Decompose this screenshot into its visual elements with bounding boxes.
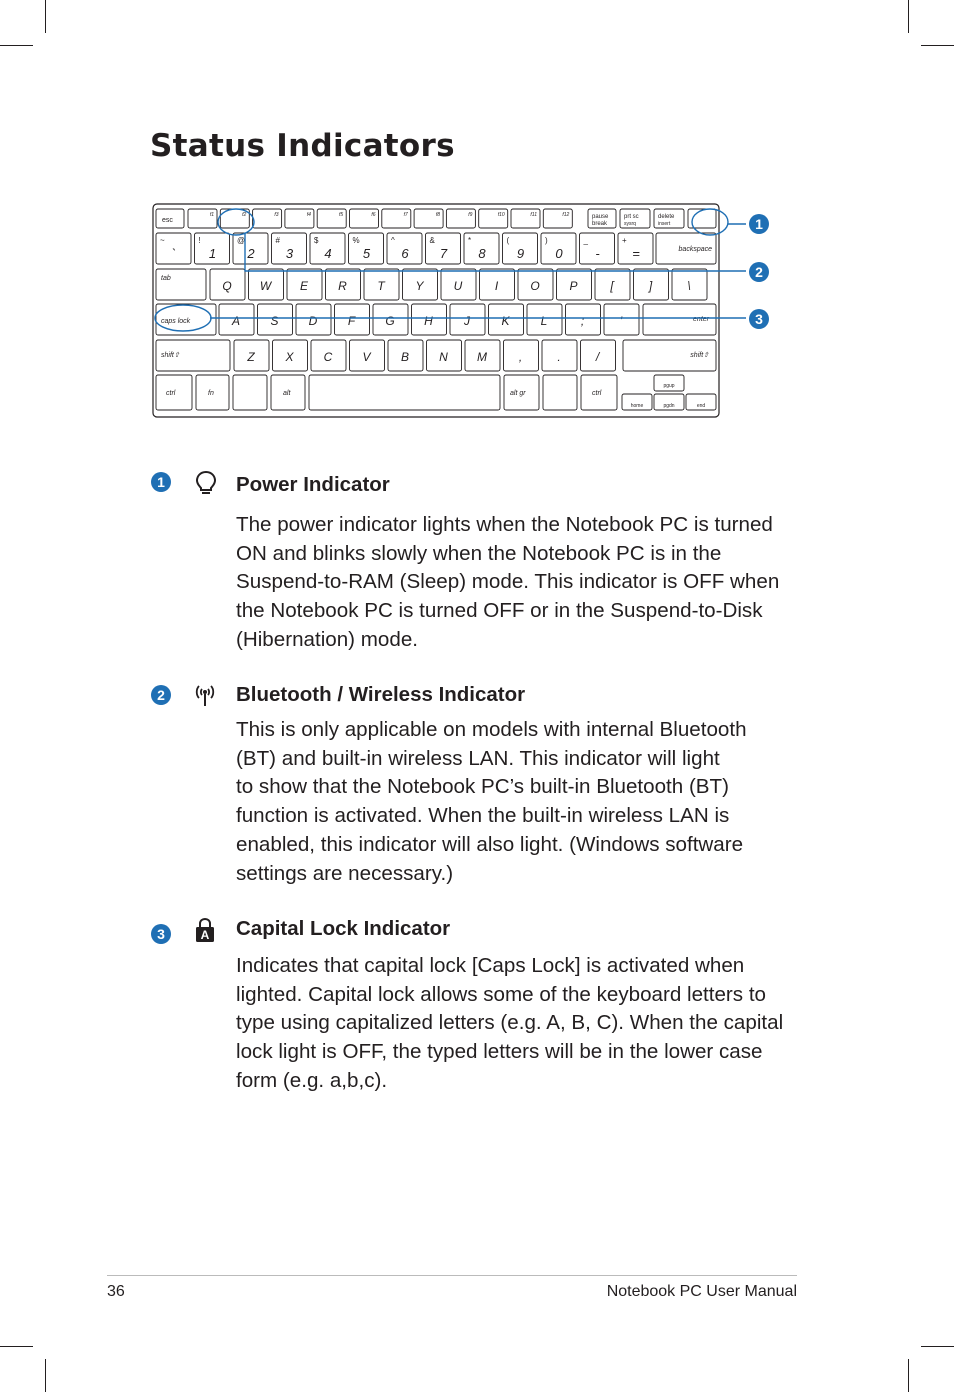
page-number: 36 xyxy=(107,1283,125,1300)
key-letter-label: U xyxy=(453,279,463,293)
body-line: (Hibernation) mode. xyxy=(236,627,418,651)
key-letter-label: . xyxy=(557,350,561,364)
callout-2: 2 xyxy=(749,262,769,282)
key-letter-label: / xyxy=(595,350,600,364)
key-pause-label: pause xyxy=(592,214,609,220)
key-tab-label: tab xyxy=(161,275,171,282)
body-line: function is activated. When the built-in wireless LAN is xyxy=(236,804,730,828)
key-shift-symbol: ^ xyxy=(391,236,395,245)
key-prtsc-label: prt sc xyxy=(624,214,639,220)
key-letter-label: \ xyxy=(687,279,691,293)
key-function-label: f10 xyxy=(497,212,505,218)
key-letter-label: X xyxy=(285,350,294,364)
body-line: to show that the Notebook PC’s built-in Bluetooth (BT) xyxy=(236,775,729,799)
body-line: This is only applicable on models with internal Bluetooth xyxy=(236,718,747,741)
key-letter-label: N xyxy=(439,350,448,364)
body-line: (BT) and built-in wireless LAN. This indicator will light xyxy=(236,746,720,770)
item-3-body xyxy=(236,952,806,1096)
key-letter-label: ' xyxy=(619,314,623,328)
key-letter-label: Q xyxy=(222,279,232,293)
key-fn-label: fn xyxy=(208,390,214,397)
key-shift-label: shift⇧ xyxy=(161,352,180,359)
key-function-label: f7 xyxy=(403,212,408,218)
body-line: form (e.g. a,b,c). xyxy=(236,1068,388,1092)
key-letter-label: H xyxy=(424,314,433,328)
key-pgdn-label: pgdn xyxy=(663,403,675,409)
key-number-label: 3 xyxy=(285,246,294,261)
key-break-label: break xyxy=(592,221,608,227)
key-delete-label: delete xyxy=(658,214,675,220)
crop-mark xyxy=(0,45,33,46)
manual-name: Notebook PC User Manual xyxy=(606,1283,797,1300)
key-shift-symbol: + xyxy=(622,236,627,245)
item-1-heading: Power Indicator xyxy=(236,473,390,496)
key-letter-label: C xyxy=(323,350,333,364)
key-function-label: f8 xyxy=(435,212,441,218)
key-letter-label: S xyxy=(270,314,279,328)
key-shift-symbol: _ xyxy=(583,236,588,245)
key-letter-label: L xyxy=(540,314,548,328)
key-letter-label: I xyxy=(494,279,499,293)
key-number-label: 9 xyxy=(516,246,525,261)
key-number-label: 7 xyxy=(439,246,448,261)
key-function-label: f5 xyxy=(339,212,344,218)
key-shift-symbol: & xyxy=(429,236,435,245)
key-number-label: 6 xyxy=(401,246,409,261)
page-title: Status Indicators xyxy=(150,128,455,164)
key-number-label: 1 xyxy=(208,246,217,261)
key-letter-label: R xyxy=(338,279,347,293)
key-shift-symbol: % xyxy=(352,236,360,245)
key-shift-symbol: ! xyxy=(198,236,201,245)
key-pgup-label: pgup xyxy=(663,383,675,389)
callout-3: 3 xyxy=(749,309,769,329)
key-enter-label: enter xyxy=(693,316,709,323)
item-3-number: 3 xyxy=(151,924,171,944)
key-letter-label: D xyxy=(308,314,318,328)
key-number-label: = xyxy=(632,246,640,261)
key-letter-label: A xyxy=(231,314,241,328)
key-alt-label: alt xyxy=(283,390,291,397)
key-insert-label: insert xyxy=(658,221,671,227)
key-letter-label: K xyxy=(501,314,510,328)
key-number-label: 2 xyxy=(247,246,255,261)
key-letter-label: G xyxy=(385,314,395,328)
key-number-label: 5 xyxy=(362,246,371,261)
key-function-label: f3 xyxy=(274,212,279,218)
callout-leaders xyxy=(150,203,780,333)
body-line: lighted. Capital lock allows some of the keyboard letters to xyxy=(236,982,766,1006)
key-number-label: ` xyxy=(171,246,177,261)
body-line: ON and blinks slowly when the Notebook PC is in the xyxy=(236,541,722,565)
key-sysrq-label: sysrq xyxy=(624,221,636,227)
key-shift-label: shift⇧ xyxy=(690,352,709,359)
wireless-antenna-icon xyxy=(192,682,218,708)
item-2-body xyxy=(236,716,806,888)
key-function-label: f12 xyxy=(562,212,570,218)
key-letter-label: F xyxy=(347,314,356,328)
item-1-number: 1 xyxy=(151,472,171,492)
callout-1: 1 xyxy=(749,214,769,234)
crop-mark xyxy=(921,1346,954,1347)
key-shift-symbol: # xyxy=(275,236,280,245)
key-number-label: 0 xyxy=(555,246,563,261)
key-shift-symbol: ) xyxy=(545,236,548,245)
crop-mark xyxy=(0,1346,33,1347)
crop-mark xyxy=(908,0,909,33)
key-letter-label: Y xyxy=(415,279,424,293)
item-2-number: 2 xyxy=(151,685,171,705)
key-ctrl-label: ctrl xyxy=(166,390,176,397)
key-letter-label: B xyxy=(400,350,410,364)
key-end-label: end xyxy=(696,403,706,409)
key-letter-label: J xyxy=(464,314,470,328)
key-number-label: 8 xyxy=(478,246,486,261)
body-line: the Notebook PC is turned OFF or in the Suspend-to-Disk xyxy=(236,599,763,623)
body-line: The power indicator lights when the Notebook PC is turned xyxy=(236,513,773,536)
key-esc-label: esc xyxy=(162,217,173,224)
key-function-label: f9 xyxy=(468,212,473,218)
key-letter-label: [ xyxy=(610,279,614,293)
crop-mark xyxy=(45,0,46,33)
footer-rule xyxy=(107,1275,797,1276)
item-3-heading: Capital Lock Indicator xyxy=(236,917,451,940)
lock-letter: A xyxy=(200,928,210,942)
key-letter-label: , xyxy=(518,350,523,364)
item-1-body xyxy=(236,511,806,655)
key-letter-label: O xyxy=(530,279,540,293)
key-letter-label: P xyxy=(569,279,578,293)
key-backspace-label: backspace xyxy=(678,246,712,253)
key-function-label: f6 xyxy=(371,212,376,218)
key-caps-label: caps lock xyxy=(161,318,191,325)
key-altgr-label: alt gr xyxy=(510,390,526,397)
item-2-heading: Bluetooth / Wireless Indicator xyxy=(236,683,526,706)
key-shift-symbol: * xyxy=(468,236,472,245)
key-ctrl-label: ctrl xyxy=(592,390,602,397)
body-line: enabled, this indicator will also light. (Windows software xyxy=(236,832,744,856)
key-letter-label: M xyxy=(477,350,487,364)
key-letter-label: V xyxy=(362,350,371,364)
body-line: Suspend-to-RAM (Sleep) mode. This indicator is OFF when xyxy=(236,570,780,594)
key-letter-label: ] xyxy=(648,279,653,293)
key-letter-label: W xyxy=(259,279,272,293)
crop-mark xyxy=(921,45,954,46)
key-letter-label: E xyxy=(299,279,309,293)
key-home-label: home xyxy=(630,403,644,409)
crop-mark xyxy=(908,1359,909,1392)
key-function-label: f4 xyxy=(306,212,311,218)
key-function-label: f11 xyxy=(530,212,537,218)
body-line: lock light is OFF, the typed letters will be in the lower case xyxy=(236,1040,763,1064)
key-shift-symbol: $ xyxy=(314,236,319,245)
key-letter-label: T xyxy=(377,279,385,293)
body-line: Indicates that capital lock [Caps Lock] is activated when xyxy=(236,954,745,977)
key-shift-symbol: ( xyxy=(506,236,510,245)
key-shift-symbol: @ xyxy=(237,236,246,245)
crop-mark xyxy=(45,1359,46,1392)
key-number-label: 4 xyxy=(324,246,332,261)
key-letter-label: ; xyxy=(580,314,585,328)
key-number-label: - xyxy=(595,246,600,261)
body-line: settings are necessary.) xyxy=(236,861,454,885)
key-letter-label: Z xyxy=(247,350,255,364)
capital-lock-icon xyxy=(192,917,218,943)
key-function-label: f1 xyxy=(209,212,214,218)
key-shift-symbol: ~ xyxy=(160,236,165,245)
body-line: type using capitalized letters (e.g. A, B, C). When the capital xyxy=(236,1011,784,1035)
lightbulb-icon xyxy=(193,470,219,496)
key-function-label: f2 xyxy=(242,212,247,218)
